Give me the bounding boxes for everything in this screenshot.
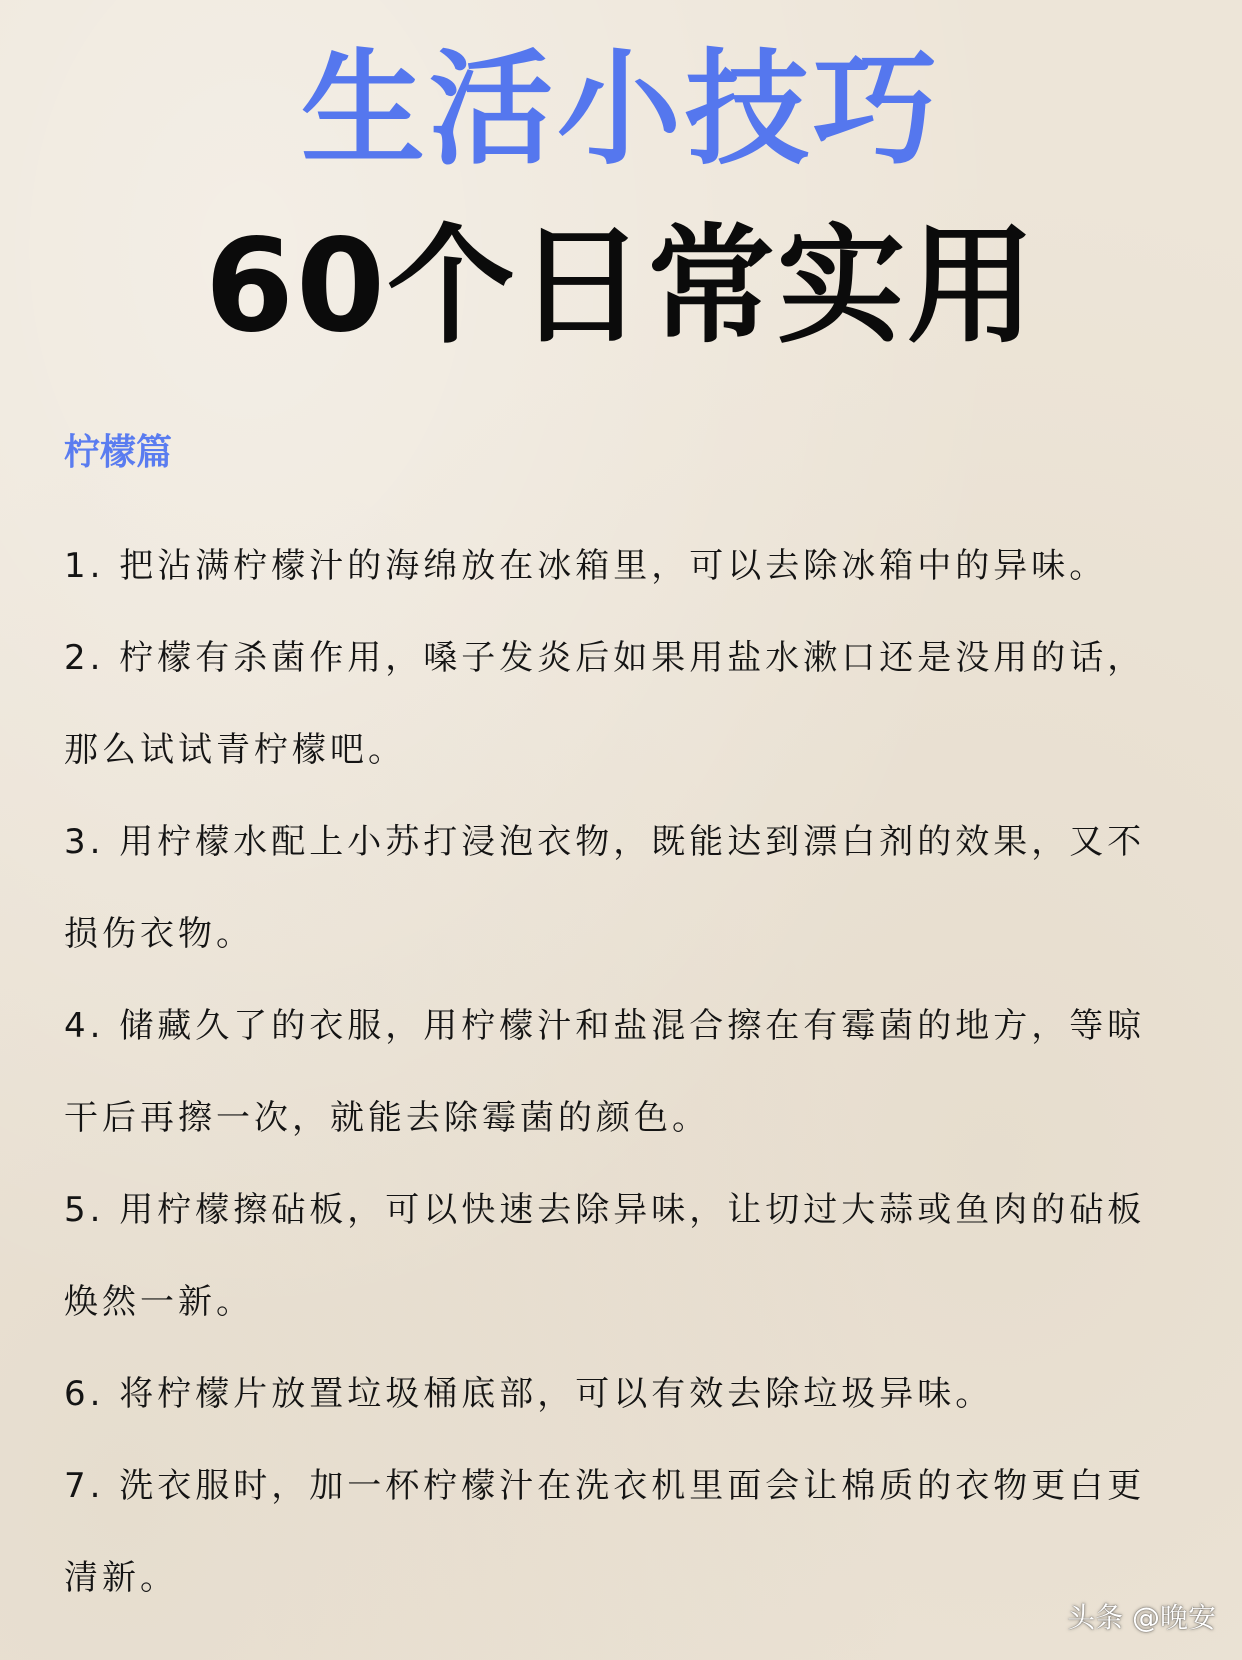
tip-item-6 [64,1348,1204,1440]
tip-line-continued: 焕然一新。 [64,1282,254,1322]
tip-line-continued: 清新。 [64,1558,178,1598]
tip-line-continued: 损伤衣物。 [64,914,254,954]
tip-item-3 [64,796,1204,980]
tips-list [64,520,1204,1624]
tip-line: 6. 将柠檬片放置垃圾桶底部，可以有效去除垃圾异味。 [64,1374,994,1414]
tip-item-2 [64,612,1204,796]
tip-item-5 [64,1164,1204,1348]
page-title: 生活小技巧 [300,38,941,182]
tip-line: 3. 用柠檬水配上小苏打浸泡衣物，既能达到漂白剂的效果，又不 [64,822,1146,862]
tip-line: 5. 用柠檬擦砧板，可以快速去除异味，让切过大蒜或鱼肉的砧板 [64,1190,1146,1230]
tip-line: 7. 洗衣服时，加一杯柠檬汁在洗衣机里面会让棉质的衣物更白更 [64,1466,1146,1506]
tip-item-1 [64,520,1204,612]
tip-item-4 [64,980,1204,1164]
tip-line-continued: 干后再擦一次，就能去除霉菌的颜色。 [64,1098,710,1138]
tip-item-7 [64,1440,1204,1624]
tip-line-continued: 那么试试青柠檬吧。 [64,730,406,770]
section-heading: 柠檬篇 [64,432,173,473]
tip-line: 4. 储藏久了的衣服，用柠檬汁和盐混合擦在有霉菌的地方，等晾 [64,1006,1146,1046]
watermark-text: 头条 @晚安 [1067,1601,1216,1634]
page-subtitle: 60个日常实用 [204,212,1038,361]
tip-line: 1. 把沾满柠檬汁的海绵放在冰箱里，可以去除冰箱中的异味。 [64,546,1108,586]
tip-line: 2. 柠檬有杀菌作用，嗓子发炎后如果用盐水漱口还是没用的话， [64,638,1146,678]
